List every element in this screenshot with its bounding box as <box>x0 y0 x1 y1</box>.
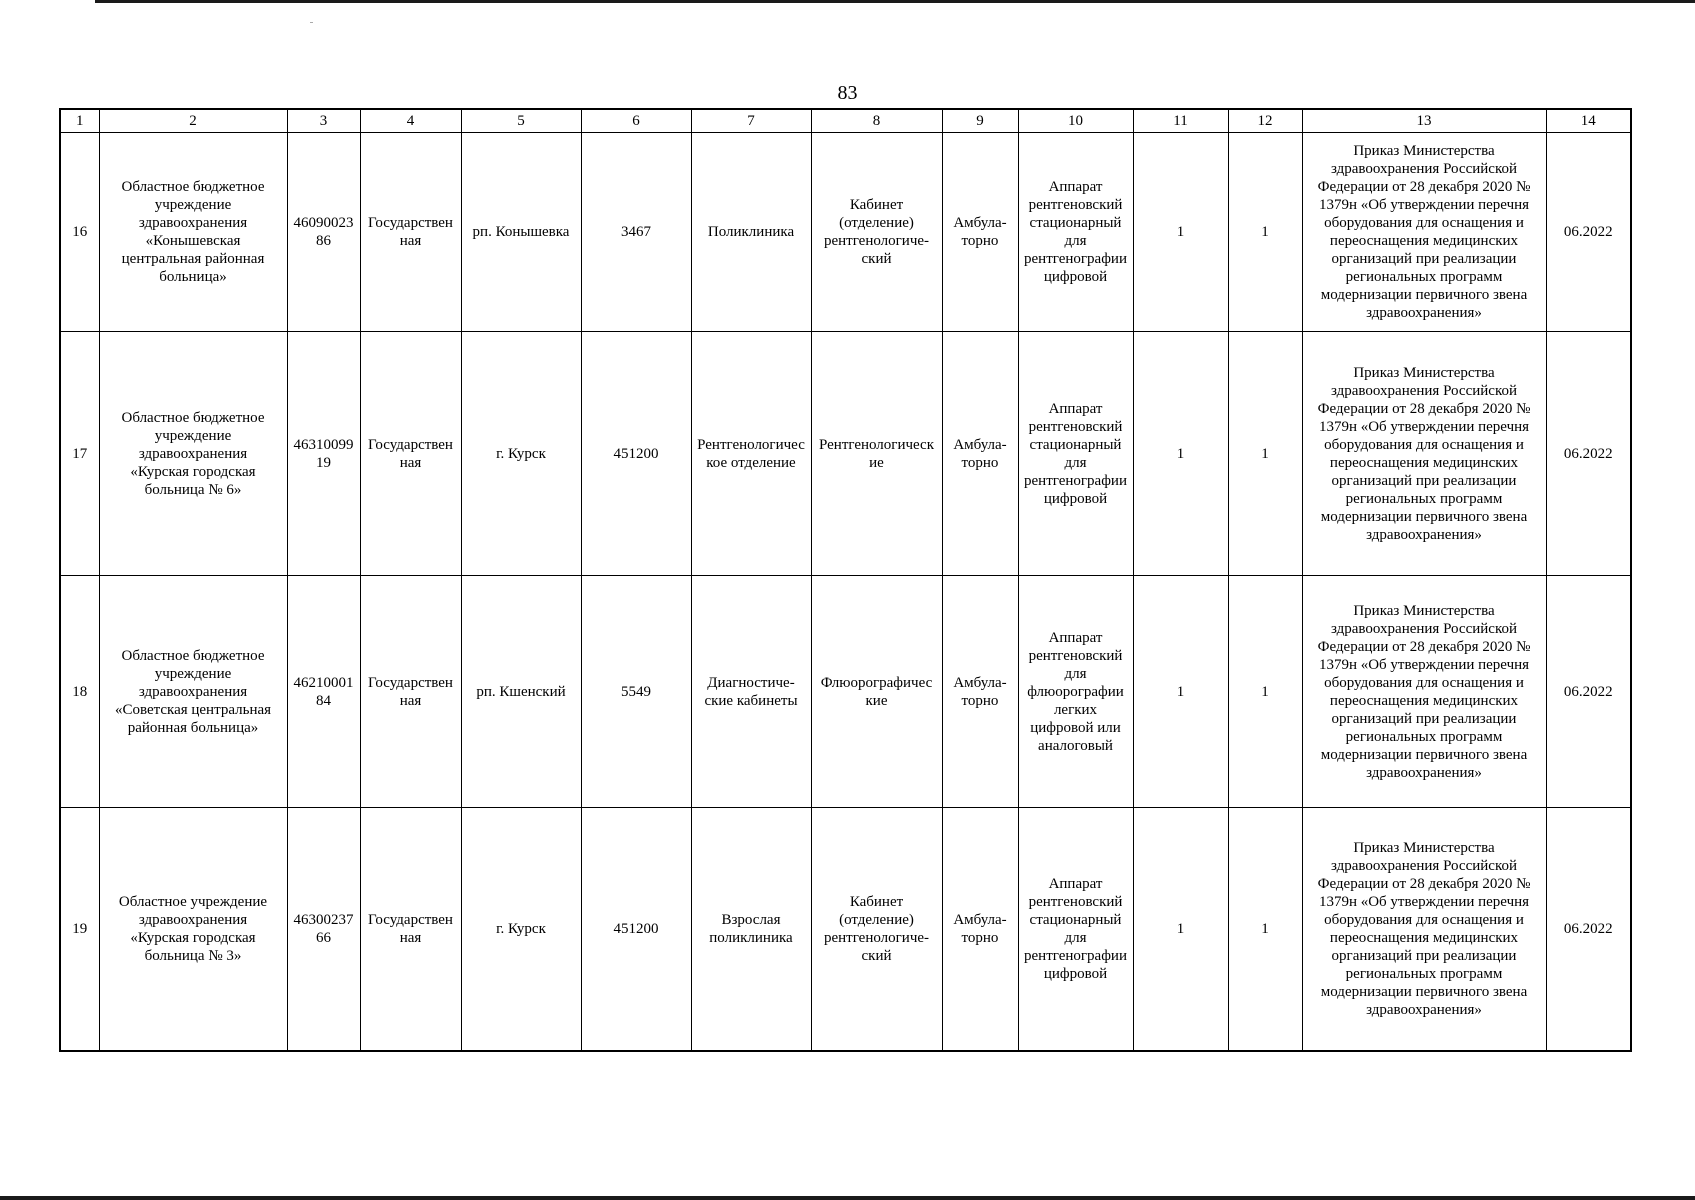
col-header-6: 6 <box>581 109 691 133</box>
legal-basis-line: организаций при реализации <box>1331 472 1517 489</box>
table-row <box>60 576 1631 808</box>
col-header-9: 9 <box>942 109 1018 133</box>
unit-line: Диагностиче- <box>707 674 795 691</box>
legal-basis-line: региональных программ <box>1345 490 1503 507</box>
organization-line: здравоохранения <box>138 911 248 928</box>
equipment-line: рентгенографии <box>1024 472 1127 489</box>
legal-basis-line: оборудования для оснащения и <box>1324 674 1524 691</box>
ownership-cell <box>360 576 461 808</box>
care-type-line: Амбула- <box>953 436 1007 453</box>
col-header-12: 12 <box>1228 109 1302 133</box>
quantity-col11-cell: 1 <box>1133 808 1228 1051</box>
organization-line: Областное бюджетное <box>121 409 265 426</box>
unit-line: ские кабинеты <box>704 692 798 709</box>
table-row <box>60 808 1631 1051</box>
ownership-line: ная <box>399 929 422 946</box>
legal-basis-line: модернизации первичного звена <box>1320 287 1528 303</box>
care-type-cell <box>942 133 1018 332</box>
organization-line: Областное бюджетное <box>121 179 265 195</box>
organization-line: «Курская городская <box>130 929 256 946</box>
quantity-col12-cell: 1 <box>1228 332 1302 576</box>
legal-basis-line: региональных программ <box>1345 269 1503 285</box>
room-line: (отделение) <box>839 215 914 231</box>
room-line: ский <box>861 251 892 267</box>
unit-line: Поликлиника <box>707 224 795 240</box>
equipment-cell <box>1018 576 1133 808</box>
col-header-2: 2 <box>99 109 287 133</box>
row-number-cell: 16 <box>60 133 99 332</box>
organization-cell <box>99 133 287 332</box>
legal-basis-line: переоснащения медицинских <box>1329 454 1519 471</box>
ownership-line: ная <box>399 692 422 709</box>
legal-basis-line: здравоохранения» <box>1366 1001 1482 1018</box>
code-line: 46210001 <box>293 674 354 691</box>
ownership-cell <box>360 133 461 332</box>
equipment-line: аналоговый <box>1038 737 1113 754</box>
organization-cell <box>99 332 287 576</box>
unit-cell <box>691 332 811 576</box>
unit-cell <box>691 576 811 808</box>
care-type-line: Амбула- <box>953 215 1007 231</box>
quantity-col11-cell: 1 <box>1133 576 1228 808</box>
room-line: ский <box>861 947 892 964</box>
date-cell: 06.2022 <box>1546 576 1631 808</box>
legal-basis-line: оборудования для оснащения и <box>1324 215 1524 231</box>
unit-cell <box>691 133 811 332</box>
unit-line: Рентгенологичес <box>697 436 805 453</box>
locality-cell: г. Курск <box>461 332 581 576</box>
equipment-line: рентгеновский <box>1028 418 1123 435</box>
row-number-cell: 19 <box>60 808 99 1051</box>
col-header-7: 7 <box>691 109 811 133</box>
code-line: 66 <box>316 929 331 946</box>
col-header-3: 3 <box>287 109 360 133</box>
room-cell <box>811 576 942 808</box>
equipment-cell <box>1018 133 1133 332</box>
room-line: рентгенологиче- <box>823 233 930 249</box>
organization-line: «Курская городская <box>130 463 256 480</box>
equipment-line: Аппарат <box>1048 400 1103 417</box>
legal-basis-line: Федерации от 28 декабря 2020 № <box>1317 875 1531 892</box>
legal-basis-line: Приказ Министерства <box>1353 143 1495 159</box>
legal-basis-line: организаций при реализации <box>1331 251 1517 267</box>
care-type-line: Амбула- <box>953 674 1007 691</box>
legal-basis-line: Федерации от 28 декабря 2020 № <box>1317 638 1531 655</box>
postcode-cell: 3467 <box>581 133 691 332</box>
legal-basis-line: организаций при реализации <box>1331 947 1517 964</box>
locality-cell: г. Курск <box>461 808 581 1051</box>
legal-basis-line: региональных программ <box>1345 728 1503 745</box>
code-cell <box>287 576 360 808</box>
equipment-line: для <box>1064 233 1087 249</box>
organization-cell <box>99 576 287 808</box>
legal-basis-cell <box>1302 576 1546 808</box>
equipment-line: Аппарат <box>1048 875 1103 892</box>
ownership-cell <box>360 332 461 576</box>
ownership-line: Государствен <box>368 215 453 231</box>
organization-line: учреждение <box>154 197 232 213</box>
legal-basis-line: 1379н «Об утверждении перечня <box>1318 656 1530 673</box>
page-number: 83 <box>837 82 858 104</box>
organization-line: учреждение <box>154 427 232 444</box>
locality-cell: рп. Конышевка <box>461 133 581 332</box>
legal-basis-line: здравоохранения Российской <box>1330 382 1518 399</box>
ownership-line: Государствен <box>368 674 453 691</box>
legal-basis-line: оборудования для оснащения и <box>1324 436 1524 453</box>
code-line: 19 <box>316 454 331 471</box>
col-header-11: 11 <box>1133 109 1228 133</box>
legal-basis-line: здравоохранения Российской <box>1330 620 1518 637</box>
room-line: (отделение) <box>839 911 914 928</box>
organization-line: больница № 3» <box>144 947 242 964</box>
legal-basis-line: 1379н «Об утверждении перечня <box>1318 893 1530 910</box>
unit-line: кое отделение <box>706 454 796 471</box>
col-header-4: 4 <box>360 109 461 133</box>
ownership-cell <box>360 808 461 1051</box>
legal-basis-line: переоснащения медицинских <box>1329 929 1519 946</box>
code-cell <box>287 332 360 576</box>
ownership-line: Государствен <box>368 911 453 928</box>
ownership-line: ная <box>399 233 422 249</box>
ownership-line: ная <box>399 454 422 471</box>
quantity-col12-cell: 1 <box>1228 808 1302 1051</box>
equipment-cell <box>1018 332 1133 576</box>
unit-line: поликлиника <box>709 929 793 946</box>
col-header-13: 13 <box>1302 109 1546 133</box>
care-type-line: Амбула- <box>953 911 1007 928</box>
row-number-cell: 18 <box>60 576 99 808</box>
equipment-line: стационарный <box>1029 911 1122 928</box>
legal-basis-line: 1379н «Об утверждении перечня <box>1318 197 1530 213</box>
postcode-cell: 451200 <box>581 332 691 576</box>
legal-basis-line: переоснащения медицинских <box>1329 233 1519 249</box>
care-type-line: торно <box>961 233 999 249</box>
equipment-line: цифровой или <box>1030 719 1121 736</box>
col-header-10: 10 <box>1018 109 1133 133</box>
date-cell: 06.2022 <box>1546 808 1631 1051</box>
equipment-line: рентгеновский <box>1028 197 1123 213</box>
room-cell <box>811 332 942 576</box>
equipment-line: стационарный <box>1029 215 1122 231</box>
legal-basis-line: здравоохранения» <box>1366 764 1482 781</box>
legal-basis-line: региональных программ <box>1345 965 1503 982</box>
care-type-line: торно <box>961 929 999 946</box>
organization-line: «Конышевская <box>145 233 241 249</box>
code-line: 86 <box>316 233 331 249</box>
care-type-cell <box>942 808 1018 1051</box>
column-number-header-row <box>60 109 1631 133</box>
room-line: Кабинет <box>849 197 904 213</box>
organization-line: «Советская центральная <box>114 701 272 718</box>
legal-basis-line: здравоохранения» <box>1366 526 1482 543</box>
date-cell: 06.2022 <box>1546 133 1631 332</box>
organization-line: центральная районная <box>121 251 265 267</box>
legal-basis-line: Федерации от 28 декабря 2020 № <box>1317 400 1531 417</box>
equipment-line: цифровой <box>1043 269 1108 285</box>
legal-basis-line: модернизации первичного звена <box>1320 746 1528 763</box>
equipment-line: стационарный <box>1029 436 1122 453</box>
room-cell <box>811 808 942 1051</box>
legal-basis-cell <box>1302 332 1546 576</box>
code-line: 46310099 <box>293 436 354 453</box>
equipment-line: для <box>1064 665 1087 682</box>
quantity-col11-cell: 1 <box>1133 133 1228 332</box>
postcode-cell: 5549 <box>581 576 691 808</box>
col-header-14: 14 <box>1546 109 1631 133</box>
quantity-col11-cell: 1 <box>1133 332 1228 576</box>
legal-basis-line: Приказ Министерства <box>1353 602 1495 619</box>
care-type-cell <box>942 576 1018 808</box>
ownership-line: Государствен <box>368 436 453 453</box>
care-type-cell <box>942 332 1018 576</box>
room-line: Флюорографичес <box>820 674 933 691</box>
organization-line: здравоохранения <box>138 215 248 231</box>
col-header-8: 8 <box>811 109 942 133</box>
room-line: рентгенологиче- <box>823 929 930 946</box>
organization-line: учреждение <box>154 665 232 682</box>
table-row <box>60 332 1631 576</box>
scan-bottom-rule <box>0 1196 1695 1200</box>
code-line: 46090023 <box>293 215 354 231</box>
equipment-line: для <box>1064 929 1087 946</box>
room-line: ие <box>869 454 884 471</box>
equipment-line: цифровой <box>1043 490 1108 507</box>
organization-cell <box>99 808 287 1051</box>
row-number-cell: 17 <box>60 332 99 576</box>
room-line: Кабинет <box>849 893 904 910</box>
equipment-line: флюорографии <box>1027 683 1124 700</box>
organization-line: Областное учреждение <box>118 893 268 910</box>
code-cell <box>287 808 360 1051</box>
equipment-line: рентгеновский <box>1028 893 1123 910</box>
equipment-line: Аппарат <box>1048 629 1103 646</box>
room-line: Рентгенологическ <box>818 436 934 453</box>
legal-basis-line: здравоохранения Российской <box>1330 857 1518 874</box>
equipment-line: рентгенографии <box>1024 251 1127 267</box>
care-type-line: торно <box>961 692 999 709</box>
quantity-col12-cell: 1 <box>1228 133 1302 332</box>
date-cell: 06.2022 <box>1546 332 1631 576</box>
legal-basis-line: Федерации от 28 декабря 2020 № <box>1317 179 1531 195</box>
equipment-line: Аппарат <box>1048 179 1103 195</box>
code-cell <box>287 133 360 332</box>
equipment-line: легких <box>1053 701 1098 718</box>
locality-cell: рп. Кшенский <box>461 576 581 808</box>
table-row <box>60 133 1631 332</box>
legal-basis-line: модернизации первичного звена <box>1320 983 1528 1000</box>
legal-basis-line: организаций при реализации <box>1331 710 1517 727</box>
equipment-cell <box>1018 808 1133 1051</box>
col-header-1: 1 <box>60 109 99 133</box>
legal-basis-line: переоснащения медицинских <box>1329 692 1519 709</box>
organization-line: Областное бюджетное <box>121 647 265 664</box>
scan-artifact <box>310 22 313 23</box>
scan-top-rule <box>95 0 1695 3</box>
code-line: 84 <box>316 692 331 709</box>
col-header-5: 5 <box>461 109 581 133</box>
legal-basis-cell <box>1302 133 1546 332</box>
unit-line: Взрослая <box>721 911 781 928</box>
room-cell <box>811 133 942 332</box>
organization-line: здравоохранения <box>138 445 248 462</box>
legal-basis-line: 1379н «Об утверждении перечня <box>1318 418 1530 435</box>
legal-basis-line: здравоохранения» <box>1366 305 1482 321</box>
legal-basis-cell <box>1302 808 1546 1051</box>
organization-line: здравоохранения <box>138 683 248 700</box>
legal-basis-line: здравоохранения Российской <box>1330 161 1518 177</box>
unit-cell <box>691 808 811 1051</box>
equipment-registry-table <box>59 108 1632 1052</box>
code-line: 46300237 <box>293 911 354 928</box>
equipment-line: рентгенографии <box>1024 947 1127 964</box>
organization-line: больница № 6» <box>144 481 242 498</box>
equipment-line: для <box>1064 454 1087 471</box>
legal-basis-line: Приказ Министерства <box>1353 364 1495 381</box>
table-body <box>60 109 1631 1051</box>
legal-basis-line: Приказ Министерства <box>1353 839 1495 856</box>
organization-line: районная больница» <box>127 719 259 736</box>
room-line: кие <box>865 692 888 709</box>
equipment-line: цифровой <box>1043 965 1108 982</box>
legal-basis-line: оборудования для оснащения и <box>1324 911 1524 928</box>
postcode-cell: 451200 <box>581 808 691 1051</box>
care-type-line: торно <box>961 454 999 471</box>
equipment-line: рентгеновский <box>1028 647 1123 664</box>
quantity-col12-cell: 1 <box>1228 576 1302 808</box>
organization-line: больница» <box>159 269 227 285</box>
legal-basis-line: модернизации первичного звена <box>1320 508 1528 525</box>
